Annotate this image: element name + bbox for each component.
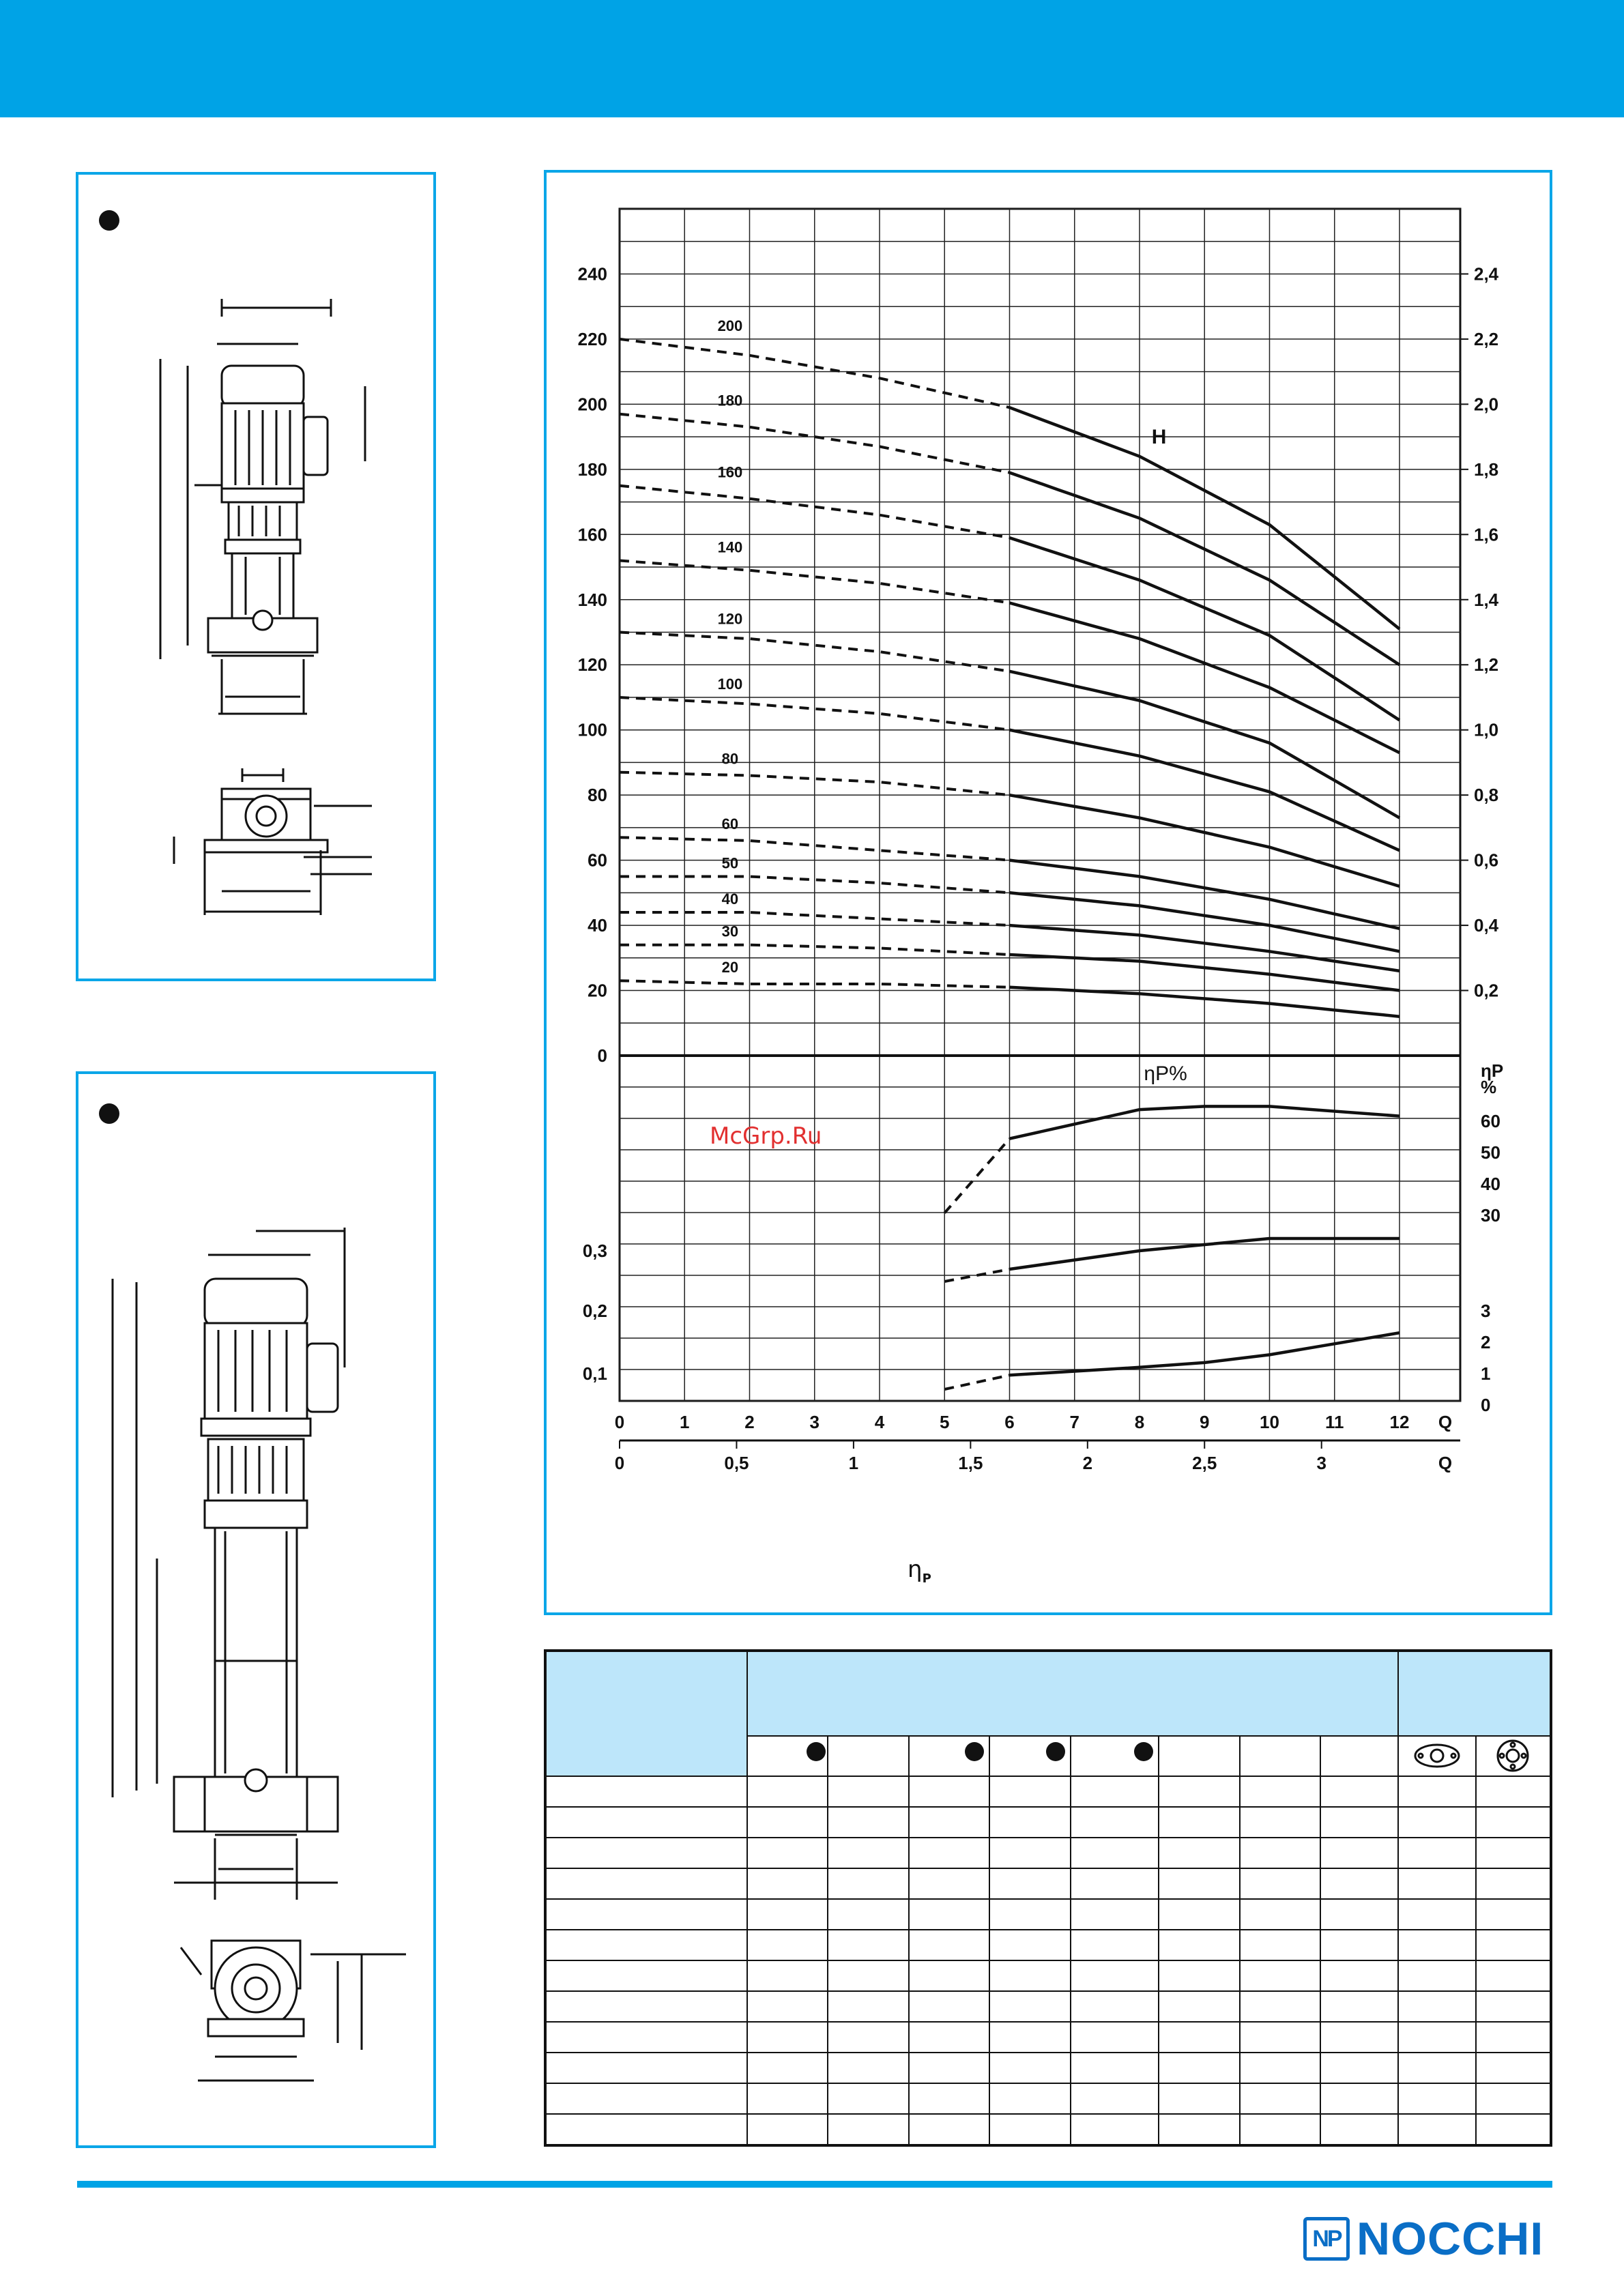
y-tick-label: 160: [577, 524, 607, 545]
brand-name: NOCCHI: [1357, 2213, 1544, 2265]
npsh-tick-label: 0,3: [582, 1241, 607, 1261]
bullet-icon: [807, 1742, 826, 1761]
y2-tick-label: 1,0: [1474, 719, 1499, 740]
x-tick-label: 9: [1200, 1412, 1210, 1432]
series-label: 160: [717, 463, 743, 481]
y-tick-label: 120: [577, 654, 607, 676]
pump-drawing-large: [78, 1074, 433, 2145]
efficiency-tick-label: 30: [1481, 1205, 1500, 1226]
y2-tick-label: 1,6: [1474, 524, 1499, 545]
x2-tick-label: 0,5: [724, 1453, 749, 1473]
series-label: 200: [717, 317, 743, 334]
series-label: 100: [717, 675, 743, 693]
y2-tick-label: 1,2: [1474, 654, 1499, 676]
x-tick-label: 12: [1389, 1412, 1410, 1432]
header-bar: [0, 0, 1624, 117]
efficiency-tick-label: 2: [1481, 1332, 1491, 1352]
x-tick-label: 7: [1069, 1412, 1079, 1432]
x2-tick-label: 0: [614, 1453, 625, 1473]
y2-tick-label: 1,4: [1474, 589, 1499, 610]
power-line-dashed: [944, 1375, 1009, 1389]
y-tick-label: 180: [577, 459, 607, 480]
x-tick-label: 1: [680, 1412, 690, 1432]
efficiency-tick-label: ηP: [1481, 1060, 1504, 1081]
np-logo-icon: NP: [1303, 2217, 1350, 2261]
series-label: 180: [717, 392, 743, 409]
x-tick-label: 4: [874, 1412, 885, 1432]
y2-tick-label: 0,8: [1474, 785, 1499, 806]
x-tick-label: 6: [1004, 1412, 1015, 1432]
y2-tick-label: 1,8: [1474, 459, 1499, 480]
x2-tick-label: 2,5: [1192, 1453, 1217, 1473]
efficiency-footnote-label: [908, 1556, 931, 1586]
pump-drawing-panel-1: [76, 172, 436, 981]
series-label: 50: [721, 854, 739, 872]
x2-tick-label: 1,5: [958, 1453, 983, 1473]
y2-tick-label: 2,2: [1474, 328, 1499, 349]
y2-tick-label: 0,6: [1474, 850, 1499, 871]
x-tick-label: 3: [809, 1412, 820, 1432]
y-tick-label: 60: [588, 850, 607, 871]
efficiency-tick-label: 1: [1481, 1363, 1491, 1384]
pump-drawing-small: [78, 175, 433, 977]
x-tick-label: 0: [614, 1412, 625, 1432]
series-label: 140: [717, 538, 743, 556]
series-label: 120: [717, 610, 743, 628]
efficiency-tick-label: 0: [1481, 1395, 1491, 1415]
x-tick-label: 11: [1325, 1412, 1344, 1432]
y-tick-label: 20: [588, 980, 607, 1001]
y2-tick-label: 0,2: [1474, 980, 1499, 1001]
eta-symbol: η: [908, 1556, 923, 1583]
data-table: [544, 1649, 1552, 2147]
x-tick-label: 5: [940, 1412, 950, 1432]
x2-tick-label: 1: [848, 1453, 859, 1473]
y-tick-label: 220: [577, 328, 607, 349]
y-tick-label: 200: [577, 394, 607, 415]
y2-tick-label: 2,4: [1474, 263, 1499, 285]
y-tick-label: 0: [597, 1045, 607, 1066]
y-tick-label: 100: [577, 719, 607, 740]
series-label: 40: [721, 890, 739, 908]
bullet-icon: [1046, 1742, 1065, 1761]
eta-subscript: P: [922, 1571, 931, 1586]
bullet-icon: [1134, 1742, 1153, 1761]
brand-logo: [1303, 2214, 1543, 2263]
efficiency-tick-label: 50: [1481, 1142, 1500, 1163]
performance-chart: [547, 173, 1550, 1612]
pump-drawing-panel-2: [76, 1071, 436, 2148]
performance-chart-panel: [544, 170, 1552, 1615]
watermark: McGrp.Ru: [710, 1122, 822, 1150]
series-label: 30: [721, 923, 739, 940]
bullet-icon: [965, 1742, 984, 1761]
data-table-grid: [547, 1652, 1550, 2144]
x2-tick-label: 2: [1082, 1453, 1093, 1473]
efficiency-tick-label: 3: [1481, 1301, 1491, 1321]
x-tick-label: 2: [744, 1412, 755, 1432]
x-tick-label: Q: [1438, 1412, 1453, 1432]
y-tick-label: 140: [577, 589, 607, 610]
efficiency-label: ηP%: [1144, 1062, 1187, 1085]
efficiency-tick-label: %: [1481, 1077, 1497, 1097]
y-tick-label: 40: [588, 915, 607, 936]
x2-tick-label: 3: [1316, 1453, 1326, 1473]
curve-label-h: H: [1151, 426, 1167, 449]
series-label: 80: [721, 750, 739, 768]
x-tick-label: 10: [1260, 1412, 1279, 1432]
y-tick-label: 80: [588, 785, 607, 806]
footer-rule: [77, 2181, 1552, 2188]
series-label: 60: [721, 815, 739, 833]
x-tick-label: 8: [1134, 1412, 1145, 1432]
efficiency-tick-label: 60: [1481, 1111, 1500, 1131]
npsh-tick-label: 0,2: [582, 1301, 607, 1321]
series-label: 20: [721, 959, 739, 976]
y2-tick-label: 2,0: [1474, 394, 1499, 415]
efficiency-tick-label: 40: [1481, 1174, 1500, 1194]
y2-tick-label: 0,4: [1474, 915, 1499, 936]
x2-tick-label: Q: [1438, 1453, 1453, 1473]
y-tick-label: 240: [577, 263, 607, 285]
npsh-tick-label: 0,1: [582, 1363, 607, 1384]
